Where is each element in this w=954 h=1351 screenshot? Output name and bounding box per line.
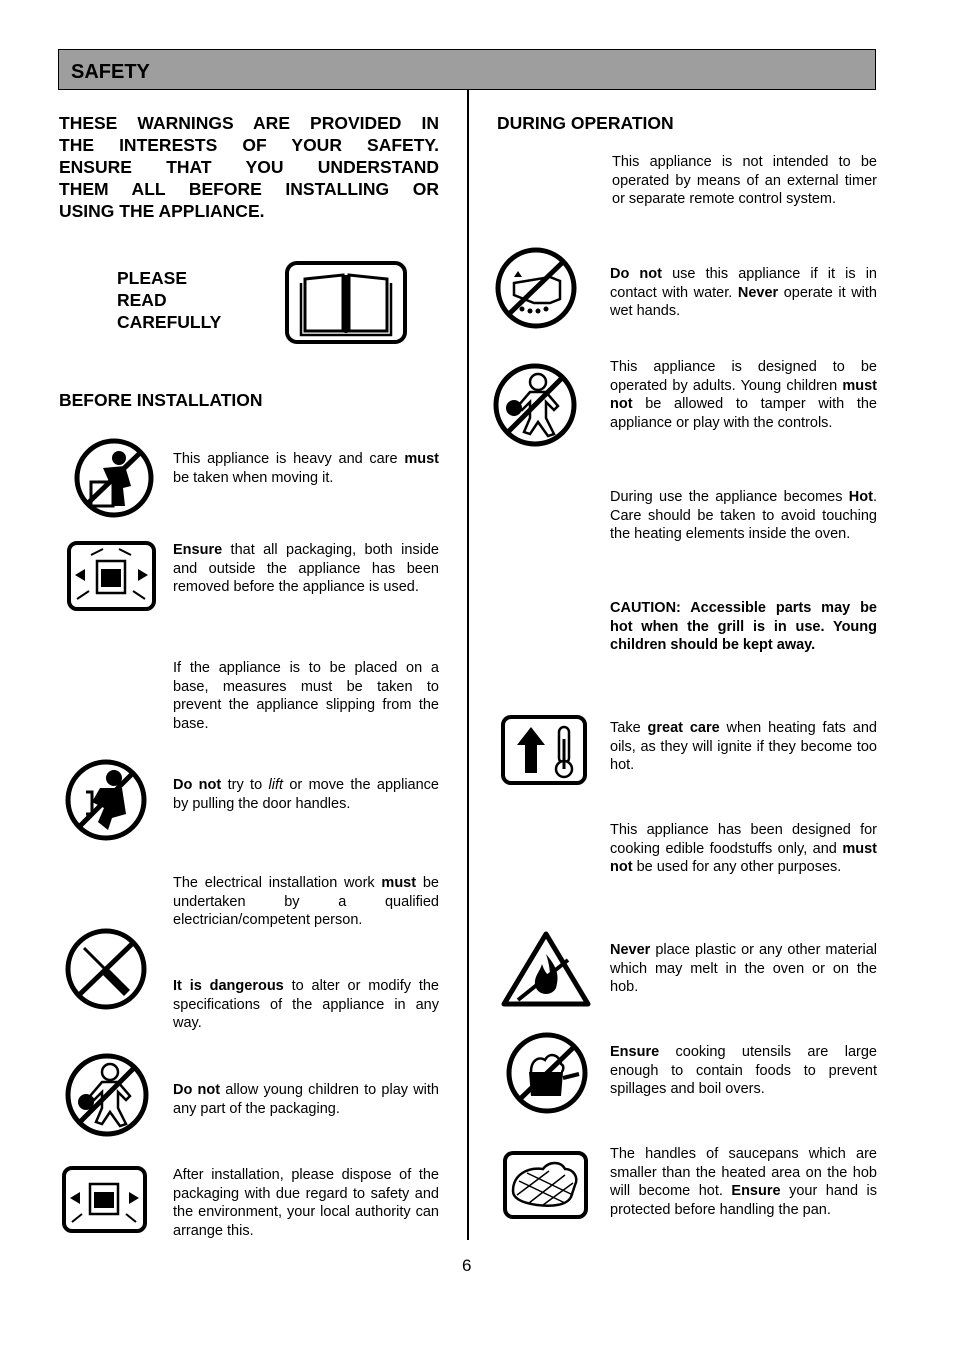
text-bold: Never bbox=[610, 942, 651, 958]
wet-hand-icon bbox=[494, 247, 578, 329]
child-teddy-icon bbox=[492, 362, 578, 448]
section-title: SAFETY bbox=[71, 61, 150, 83]
text-heavy bbox=[173, 450, 439, 487]
text-bold: Ensure bbox=[173, 542, 223, 558]
text-caution bbox=[610, 599, 877, 655]
text-span: This appliance is heavy and care bbox=[173, 451, 405, 467]
please-read-line: CAREFULLY bbox=[117, 312, 222, 332]
text-bold: Never bbox=[737, 284, 779, 301]
text-span: that all packaging, both inside and outside the appliance has been removed before the appliance is used. bbox=[173, 542, 439, 595]
text-span: your hand is protected before handling the pan. bbox=[610, 1183, 877, 1218]
intro-line: THE INTERESTS OF YOUR SAFETY. bbox=[59, 135, 439, 155]
text-span: be used for any other purposes. bbox=[632, 859, 842, 875]
text-children bbox=[173, 1081, 439, 1118]
text-base bbox=[173, 659, 439, 733]
text-water bbox=[610, 265, 877, 321]
text-span: be allowed to tamper with the appliance or play with the controls. bbox=[610, 396, 877, 431]
text-bold: Do not bbox=[173, 777, 222, 793]
text-plastic bbox=[610, 941, 877, 997]
text-span: operate it with wet hands. bbox=[610, 284, 877, 319]
text-fats bbox=[610, 719, 877, 775]
please-read-carefully bbox=[117, 267, 221, 333]
text-span: . Care should be taken to avoid touching the heating elements inside the oven. bbox=[610, 489, 877, 542]
text-hot bbox=[610, 488, 877, 544]
text-span: The electrical installation work bbox=[173, 875, 382, 891]
text-bold: Hot bbox=[848, 489, 873, 505]
oven-glove-icon bbox=[503, 1151, 588, 1219]
text-span: If the appliance is to be placed on a base, measures must be taken to prevent the appliance slipping from the base. bbox=[173, 660, 439, 732]
text-span: cooking utensils are large enough to contain foods to prevent spillages and boil overs. bbox=[610, 1044, 877, 1097]
boil-over-icon bbox=[505, 1032, 589, 1114]
text-bold: Do not bbox=[173, 1082, 221, 1098]
text-span: use this appliance if it is in contact with water. bbox=[610, 266, 877, 301]
text-bold: Do not bbox=[610, 266, 662, 282]
hot-temperature-icon bbox=[501, 715, 587, 785]
text-dispose bbox=[173, 1166, 439, 1240]
intro-line: THESE WARNINGS ARE PROVIDED IN bbox=[59, 113, 439, 133]
screwdriver-icon bbox=[64, 928, 148, 1010]
text-span: Take bbox=[610, 720, 648, 736]
child-icon bbox=[64, 1052, 150, 1138]
text-bold: great care bbox=[647, 720, 720, 736]
text-italic: lift bbox=[268, 777, 283, 793]
page-number: 6 bbox=[462, 1256, 472, 1275]
please-read-line: PLEASE bbox=[117, 268, 188, 288]
fire-warning-icon bbox=[500, 930, 592, 1008]
packaging-icon bbox=[67, 541, 156, 611]
text-bold: must not bbox=[610, 840, 877, 875]
intro-line: ENSURE THAT YOU UNDERSTAND bbox=[59, 157, 439, 177]
text-packaging bbox=[173, 541, 439, 597]
text-span: be undertaken by a qualified electrician/competent person. bbox=[173, 875, 439, 928]
text-handles bbox=[610, 1145, 877, 1219]
text-span: This appliance is designed to be operated by adults. Young children bbox=[610, 359, 877, 394]
text-span: when heating fats and oils, as they will ignite if they become too hot. bbox=[610, 720, 877, 773]
text-span: or move the appliance by pulling the door handles. bbox=[173, 777, 439, 812]
text-lift bbox=[173, 776, 439, 813]
section-header bbox=[58, 49, 876, 90]
text-electrical bbox=[173, 874, 439, 930]
during-operation-heading: DURING OPERATION bbox=[497, 113, 674, 133]
text-span: try to bbox=[221, 777, 269, 793]
text-bold: must bbox=[381, 875, 417, 891]
column-divider bbox=[467, 90, 469, 1240]
intro-line: USING THE APPLIANCE. bbox=[59, 201, 265, 221]
text-bold: Ensure bbox=[731, 1183, 781, 1199]
intro-line: THEM ALL BEFORE INSTALLING OR bbox=[59, 179, 439, 199]
text-span: This appliance has been designed for cooking edible foodstuffs only, and bbox=[610, 822, 877, 857]
text-utensils bbox=[610, 1043, 877, 1099]
text-span: allow young children to play with any part of the packaging. bbox=[173, 1082, 439, 1117]
text-bold: must bbox=[404, 451, 439, 467]
text-bold: must not bbox=[610, 377, 877, 412]
text-food bbox=[610, 821, 877, 877]
text-span: CAUTION: Accessible parts may be hot when the grill is in use. Young children should be kept away. bbox=[610, 600, 877, 653]
text-span: be taken when moving it. bbox=[173, 469, 334, 486]
text-bold: It is dangerous bbox=[173, 978, 284, 994]
text-span: place plastic or any other material which may melt in the oven or on the hob. bbox=[610, 942, 877, 995]
text-modify bbox=[173, 977, 439, 1033]
text-span: After installation, please dispose of the packaging with due regard to safety and the environment, your local authority can arrange this. bbox=[173, 1167, 439, 1239]
door-handle-icon bbox=[64, 758, 148, 842]
book-icon bbox=[285, 261, 407, 344]
please-read-line: READ bbox=[117, 290, 167, 310]
intro-warning bbox=[59, 112, 439, 222]
before-installation-heading: BEFORE INSTALLATION bbox=[59, 390, 263, 410]
text-span: The handles of saucepans which are smaller than the heated area on the hob will become hot. bbox=[610, 1146, 877, 1199]
text-span: During use the appliance becomes bbox=[610, 489, 849, 505]
text-span: to alter or modify the specifications of the appliance in any way. bbox=[173, 978, 439, 1031]
text-bold: Ensure bbox=[610, 1044, 660, 1060]
lifting-icon bbox=[73, 438, 155, 518]
text-span: This appliance is not intended to be operated by means of an external timer or separate remote control system. bbox=[612, 154, 877, 207]
text-adults bbox=[610, 358, 877, 432]
packaging-disposal-icon bbox=[62, 1166, 147, 1233]
text-timer bbox=[612, 153, 877, 209]
